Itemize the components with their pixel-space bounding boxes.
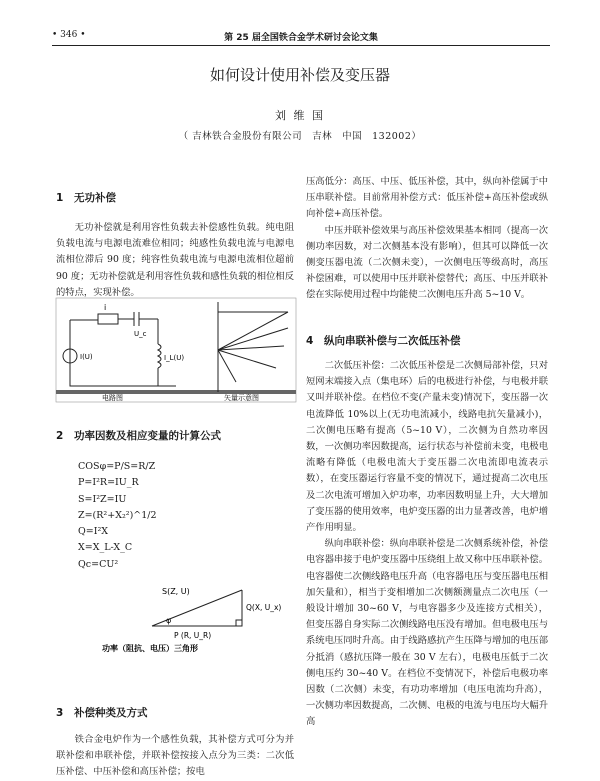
- paragraph: 铁合金电炉作为一个感性负载，其补偿方式可分为并联补偿和串联补偿，并联补偿按接入点分为三类：二次低压补偿、中压补偿和高压补偿；按电: [56, 734, 294, 778]
- formula: Qc=CU²: [78, 558, 119, 570]
- triangle-q-label: Q(X, U_x): [246, 603, 282, 612]
- paragraph: 二次低压补偿：二次低压补偿是二次侧局部补偿，只对短网末端接入点（集电环）后的电极进行补偿，与电极并联又叫并联补偿。在档位不变(产量未变)情况下，变压器一次电流降低 10%以上(无功电流减小，线路电抗矢量减小)，二次侧电压略有提高（5~10 V），二次侧为自然功率因数，一次侧功率因数提高，运行状态与补偿前未变，电极电流略有降低（电极电流大于变压器二次电流即电流表示数），在变压器运行容量不变的情况下，通过提高二次电压及二次电流可增加入炉功率，功率因数明显上升，大大增加了变压器的使用效率，电炉变压器的出力显著改善，电炉增产作用明显。: [306, 360, 548, 534]
- formula: P=I²R=IU_R: [78, 477, 139, 489]
- section-3-body: [56, 732, 294, 778]
- running-header: [52, 30, 550, 44]
- triangle-phi: φ: [166, 616, 172, 625]
- formula: COSφ=P/S=R/Z: [78, 461, 156, 472]
- label-i: i: [104, 303, 107, 312]
- affiliation: （ 吉林铁合金股份有限公司 吉林 中国 132002）: [178, 131, 422, 142]
- right-col-continuation: [306, 174, 548, 304]
- label-il: I_L(U): [164, 354, 185, 362]
- circuit-caption: 电路图: [102, 394, 123, 402]
- header-rule: [52, 45, 550, 46]
- formula: Q=I²X: [78, 526, 109, 538]
- section-1-heading: 1 无功补偿: [56, 192, 116, 204]
- section-1-body: [56, 220, 294, 301]
- circuit-vector-figure: [56, 298, 296, 402]
- formula: S=I²Z=IU: [78, 493, 127, 505]
- label-source: I(U): [80, 353, 93, 361]
- triangle-p-label: P (R, U_R): [174, 631, 212, 640]
- page-number: • 346 •: [52, 30, 86, 40]
- section-3-heading: 3 补偿种类及方式: [56, 707, 148, 719]
- section-4-body: [306, 358, 548, 766]
- author: 刘 维 国: [275, 109, 325, 122]
- section-4-heading: 4 纵向串联补偿与二次低压补偿: [306, 335, 461, 347]
- paragraph: 无功补偿就是利用容性负载去补偿感性负载。纯电阻负载电流与电源电流难位相同；纯感性负载电流与电源电流相位滞后 90 度；纯容性负载电流与电源电流相位超前 90 度；无功补偿就是利用容性负载和感性负载的相位相反的特点，实现补偿。: [56, 222, 294, 298]
- vector-caption: 矢量示意图: [224, 394, 259, 402]
- triangle-s-label: S(Z, U): [162, 587, 190, 596]
- section-2-heading: 2 功率因数及相应变量的计算公式: [56, 430, 221, 442]
- formula: Z=(R²+X₂²)^1/2: [78, 509, 157, 521]
- paragraph: 中压并联补偿效果与高压补偿效果基本相同（提高一次侧功率因数，对二次侧基本没有影响），但其可以降低一次侧变压器电流（二次侧未变），一次侧电压等级高时，高压补偿困难，可以使用中压并联补偿替代；高压、中压并联补偿在实际使用过程中均能使二次侧电压升高 5~10 V。: [306, 224, 548, 301]
- paragraph: 纵向串联补偿：纵向串联补偿是二次侧系统补偿，补偿电容器串接于电炉变压器中压绕组上故又称中压串联补偿。电容器使二次侧线路电压升高（电容器电压与变压器电压相加矢量和），相当于变相增加二次侧额测量点二次电压（一般设计增加 30~60 V，与电容器多少及连接方式相关），但变压器自身实际二次侧线路电压没有增加。但电极电压与系统电压同时升高。由于线路感抗产生压降与增加的电压部分抵消（感抗压降一般在 30 V 左右），电极电压低于二次侧电压约 30~40 V。在档位不变情况下，补偿后电极功率因数（二次侧）未变，有功功率增加（电压电流均升高），一次侧功率因数提高，二次侧、电极的电流与电压均大幅升高: [306, 538, 548, 728]
- formula-list: [78, 459, 157, 573]
- formula: X=X_L-X_C: [78, 542, 133, 554]
- label-uc: U_c: [134, 330, 147, 338]
- power-triangle: [62, 574, 292, 654]
- paragraph: 压高低分：高压、中压、低压补偿，其中，纵向补偿属于中压串联补偿。目前常用补偿方式：低压补偿+高压补偿或纵向补偿+高压补偿。: [306, 176, 548, 220]
- triangle-caption: 功率（阻抗、电压）三角形: [102, 644, 198, 653]
- proceedings-title: 第 25 届全国铁合金学术研讨会论文集: [224, 33, 378, 43]
- paper-title: 如何设计使用补偿及变压器: [209, 66, 390, 84]
